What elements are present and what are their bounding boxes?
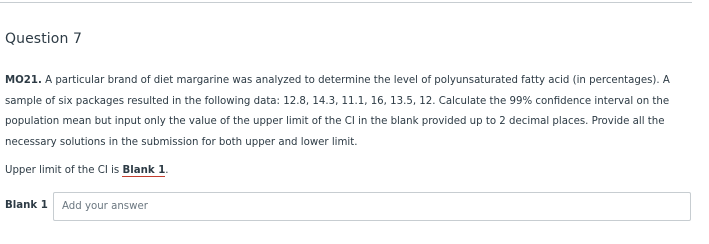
upper-limit-prefix: Upper limit of the CI is (5, 165, 123, 176)
question-code: MO21. (5, 75, 42, 86)
top-divider (0, 2, 692, 3)
answer-input[interactable] (53, 192, 691, 221)
upper-limit-statement (5, 161, 169, 181)
answer-row (0, 192, 692, 222)
question-title: Question 7 (5, 31, 82, 47)
blank-reference: Blank 1 (122, 165, 166, 176)
question-text (5, 71, 695, 153)
blank-label: Blank 1 (5, 200, 48, 211)
question-body-text: A particular brand of diet margarine was analyzed to determine the level of polyunsaturated fatty acid (in percentages). A sample of six packages resulted in the following data: 12.8, 14.3, 11.1, 16, 13.5, 12. Calculate the 99% confidence interval on the population mean but input only the value of the upper limit of the CI in the blank provided up to 2 decimal places. Provide all the necessary solutions in the submission for both upper and lower limit. (5, 75, 670, 148)
upper-limit-suffix: . (165, 165, 169, 176)
